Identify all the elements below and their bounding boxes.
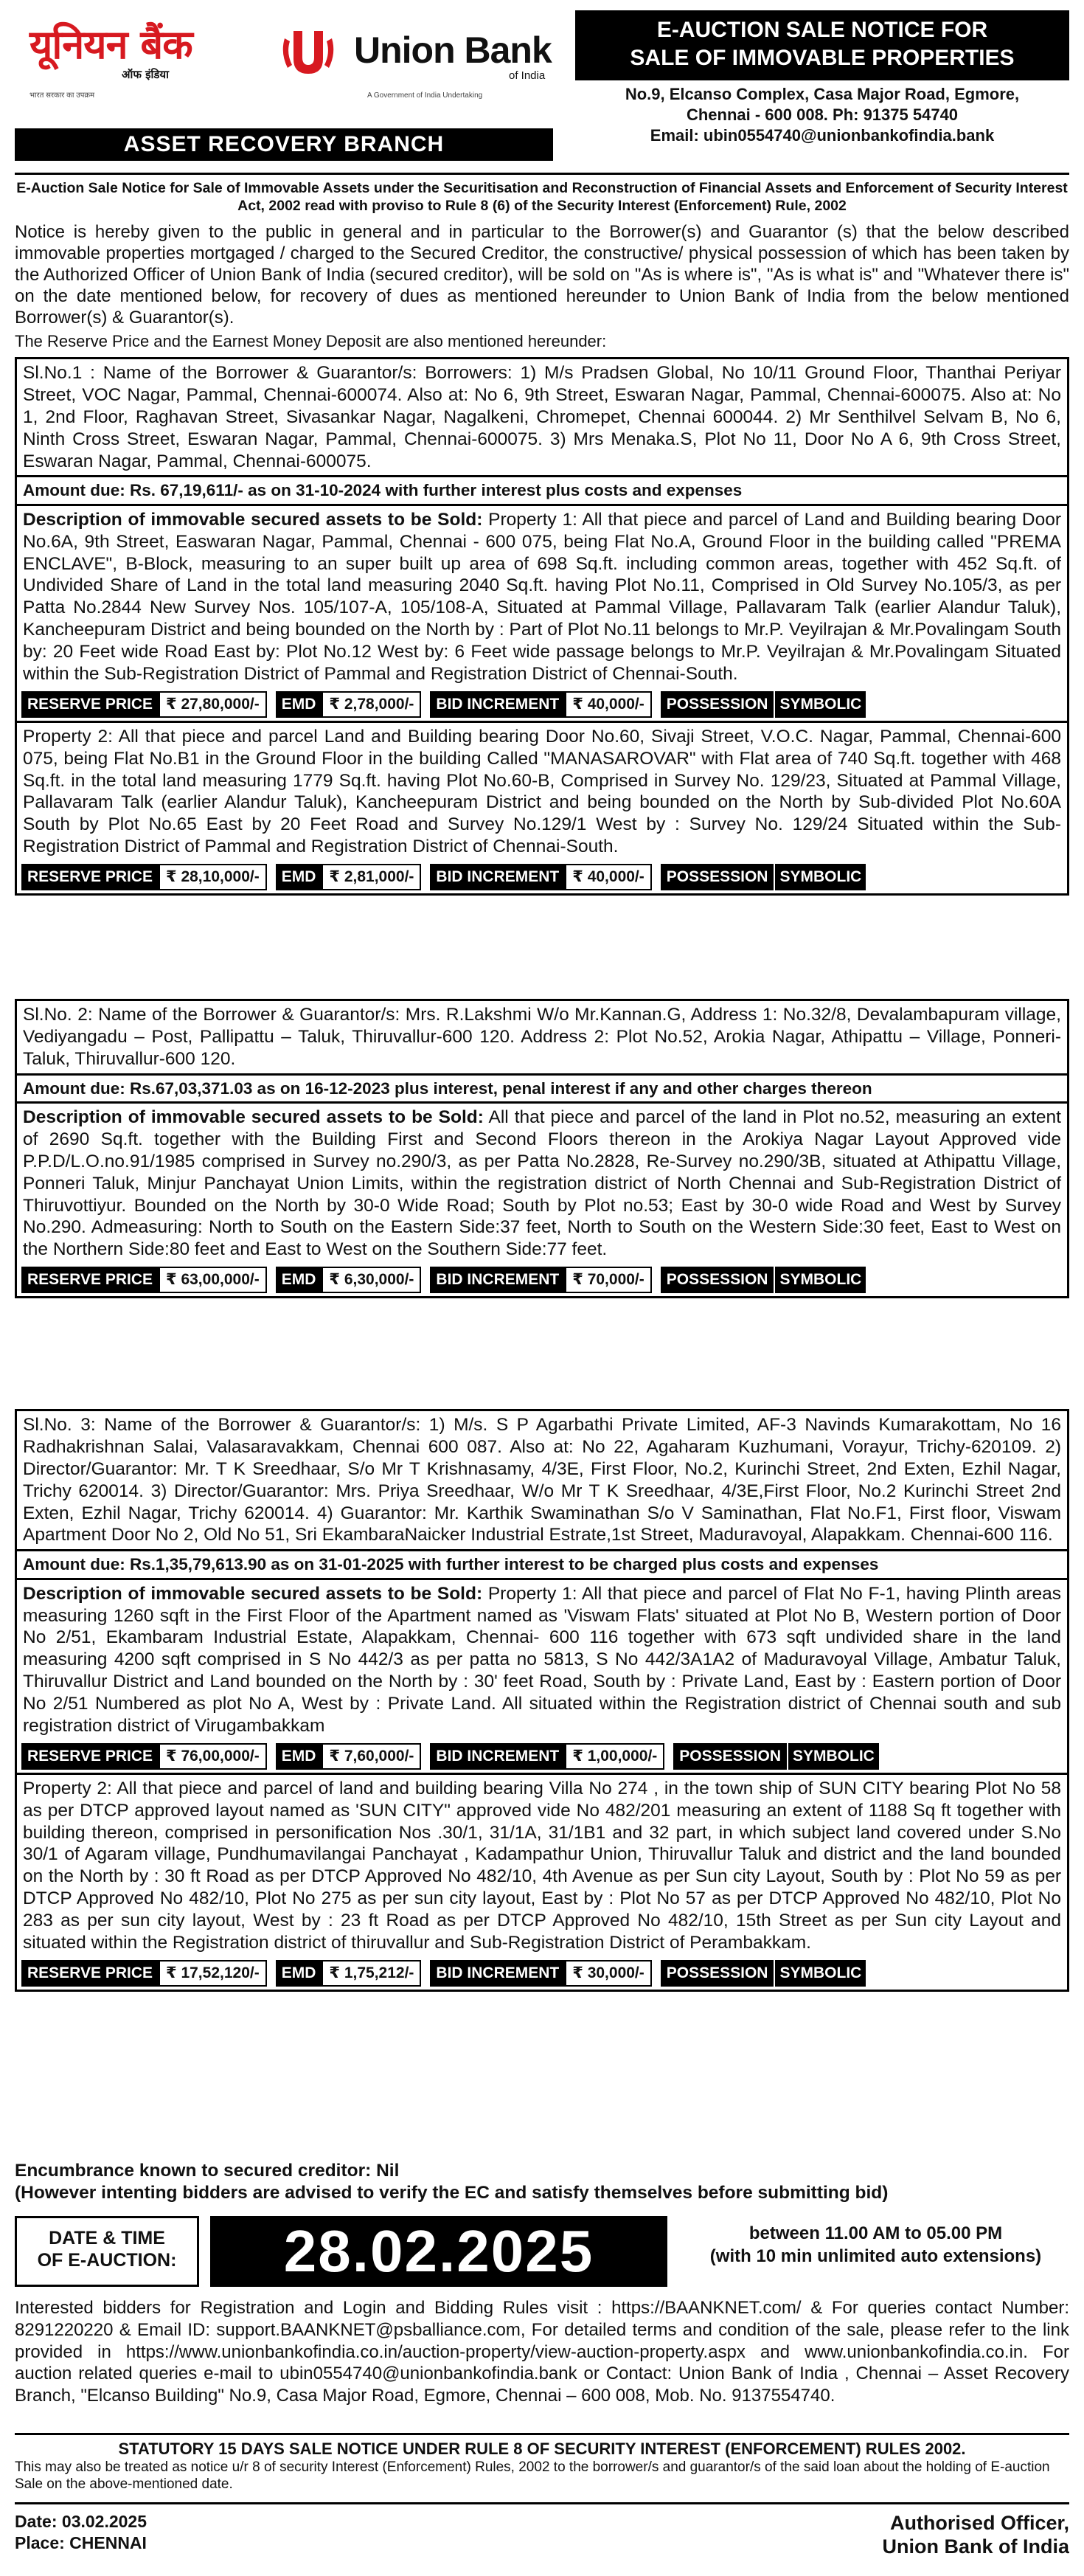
notice-title-line2: SALE OF IMMOVABLE PROPERTIES <box>630 45 1015 70</box>
description-lead: Description of immovable secured assets to be Sold: <box>23 1107 484 1128</box>
footer-divider <box>15 2502 1069 2504</box>
branch-title: ASSET RECOVERY BRANCH <box>15 128 553 161</box>
statutory-title: STATUTORY 15 DAYS SALE NOTICE UNDER RULE 8 OF SECURITY INTEREST (ENFORCEMENT) RULES 2002. <box>118 2440 966 2458</box>
brand-hindi-subtitle: ऑफ इंडिया <box>122 68 169 81</box>
section-sl-no-1 <box>15 357 1069 896</box>
emd-value: ₹ 2,78,000/- <box>322 691 421 718</box>
branch-address <box>575 84 1069 146</box>
possession-value: SYMBOLIC <box>775 864 866 890</box>
property-description: Property 2: All that piece and parcel Land and Building bearing Door No.60, Sivaji Street, V.O.C. Nagar, Pammal, Chennai-600 075, being Flat No.B1 in the Ground Floor in the building Called "MANASAROVAR" with Flat area of 740 Sq.ft. together with 468 Sq.ft. in the total land measuring 1779 Sq.ft. having Plot No.60-B, Comprised in Survey No. 129/23, Situated at Pammal Village, Pallavaram Talk (earlier Alandur Taluk), Kancheepuram District and being bounded on the North by Sub-divided Plot No.60A South by Plot No.65 East by 20 Feet Road and Survey No.129/1 West by : Survey No. 129/24 Situated within the Sub-Registration District of Pammal and Registration District of Chennai-South. <box>17 721 1067 861</box>
brand-english-name: Union Bank <box>354 30 552 71</box>
header-divider <box>15 173 1069 175</box>
property-text: All that piece and parcel of the land in Plot no.52, measuring an extent of 2690 Sq.ft. together with the Building First and Second Floors thereon in the Arokiya Nagar Layout Approved vide P.P.D/L.O.no.91/1985 comprised in Survey no.290/3, as per Patta No.2828, Re-Survey no.290/3B, situated at Athipattu Village, Ponneri Taluk, Minjur Panchayat Union Limits, within the registration district of North Chennai and Sub-Registration District of Thiruvottiyur. Bounded on the North by 30-0 Wide Road; South by Plot no.53; East by 30-0 wide Road and West by Survey No.290. Admeasuring: North to South on the Eastern Side:37 feet, North to South on the Western Side:30 feet, East to West on the Northern Side:80 feet and East to West on the Southern Side:77 feet. <box>23 1107 1061 1260</box>
signatory-title: Authorised Officer, <box>889 2512 1069 2534</box>
emd-label: EMD <box>276 1743 322 1770</box>
signatory <box>883 2511 1070 2559</box>
brand-hindi-name: यूनियन बैंक <box>29 21 192 68</box>
possession-value: SYMBOLIC <box>775 691 866 718</box>
possession-value: SYMBOLIC <box>788 1743 879 1770</box>
reserve-price-label: RESERVE PRICE <box>21 1743 159 1770</box>
bank-brand <box>15 10 586 162</box>
bid-increment-label: BID INCREMENT <box>430 864 565 890</box>
property-description: Property 2: All that piece and parcel of land and building bearing Villa No 274 , in the town ship of SUN CITY bearing Plot No 58 as per DTCP approved layout named as 'SUN CITY" approved vide No 482/201 measuring an extent of 1188 Sq ft together with building thereon, comprised in personification Nos .30/1, 31/1A, 31/1B1 and 32 part, in which subject land covered under S.No 30/1 of Agaram village, Pundhumavilangai Panchayat , Kadampathur Union, Thiruvallur Taluk and district and the land bounded on the North by : 30 ft Road as per DTCP Approved No 482/10, 4th Avenue as per Sun city Layout, South by : Plot No 59 as per DTCP Approved No 482/10, Plot No 275 as per sun city layout, East by : Plot No 57 as per DTCP Approved No 482/10, Plot No 283 as per sun city layout, West by : 23 ft Road as per DTCP Approved No 482/10, 15th Street as per Sun city Layout and situated within the Registration district of thiruvallur and Sub-Registration District of Perambakkam. <box>17 1773 1067 1957</box>
property-description <box>17 506 1067 688</box>
auction-time <box>682 2222 1069 2268</box>
notice-date-place <box>15 2511 147 2554</box>
possession-label: POSSESSION <box>673 1743 787 1770</box>
emd-label: EMD <box>276 1960 322 1987</box>
section-heading: Sl.No. 2: Name of the Borrower & Guarantor/s: Mrs. R.Lakshmi W/o Mr.Kannan.G, Address 1: No.32/8, Devalambapuram village, Vediyangadu – Post, Pallipattu – Taluk, Thiruvallur-600 120. Address 2: Plot No.52, Arokia Nagar, Athipattu – Village, Ponneri-Taluk, Thiruvallur-600 120. <box>23 1005 1061 1069</box>
price-row <box>21 691 1063 718</box>
address-email: Email: ubin0554740@unionbankofindia.bank <box>650 125 995 145</box>
possession-value: SYMBOLIC <box>775 1267 866 1293</box>
intro-heading: E-Auction Sale Notice for Sale of Immovable Assets under the Securitisation and Reconstruction of Financial Assets and Enforcement of Security Interest Act, 2002 read with proviso to Rule 8 (6) of the Security Interest (Enforcement) Rule, 2002 <box>16 180 1068 214</box>
amount-due: Amount due: Rs.1,35,79,613.90 as on 31-01-2025 with further interest to be charged plus costs and expenses <box>17 1549 1067 1579</box>
property-description <box>17 1104 1067 1264</box>
union-bank-logo-icon <box>271 16 345 90</box>
price-row <box>21 864 1063 890</box>
section-sl-no-2 <box>15 999 1069 1298</box>
description-lead: Description of immovable secured assets to be Sold: <box>23 1583 483 1604</box>
notice-place: Place: CHENNAI <box>15 2532 147 2552</box>
encumbrance-line2: (However intenting bidders are advised to verify the EC and satisfy themselves before submitting bid) <box>15 2182 889 2203</box>
bid-increment-value: ₹ 40,000/- <box>565 691 652 718</box>
notice-title-line1: E-AUCTION SALE NOTICE FOR <box>656 18 988 42</box>
possession-value: SYMBOLIC <box>775 1960 866 1987</box>
bid-increment-label: BID INCREMENT <box>430 691 565 718</box>
auction-date-row <box>15 2216 1069 2287</box>
reserve-price-value: ₹ 27,80,000/- <box>159 691 267 718</box>
reserve-price-label: RESERVE PRICE <box>21 1267 159 1293</box>
possession-label: POSSESSION <box>661 1267 774 1293</box>
statutory-notice <box>15 2433 1069 2493</box>
property-description <box>17 1580 1067 1740</box>
reserve-price-value: ₹ 28,10,000/- <box>159 864 267 890</box>
notice-date: Date: 03.02.2025 <box>15 2512 147 2531</box>
intro-reserve-note: The Reserve Price and the Earnest Money Deposit are also mentioned hereunder: <box>15 332 607 350</box>
address-line2: Chennai - 600 008. Ph: 91375 54740 <box>686 105 959 124</box>
section-sl-no-3 <box>15 1409 1069 1992</box>
possession-label: POSSESSION <box>661 864 774 890</box>
bid-increment-label: BID INCREMENT <box>430 1960 565 1987</box>
bidder-contact-info: Interested bidders for Registration and Login and Bidding Rules visit : https://BAANKNET.com/ & For queries contact Number: 8291220220 & Email ID: support.BAANKNET@psballiance.com, For detailed terms and condition of the sale, please refer to the link provided in https://www.unionbankofindia.co.in/auction-property/view-auction-property.aspx and www.unionbankofindia.co.in. For auction related queries e-mail to ubin0554740@unionbankofindia.bank or Contact: Union Bank of India , Chennai – Asset Recovery Branch, "Elcanso Building" No.9, Casa Major Road, Egmore, Chennai – 600 008, Mob. No. 9137554740. <box>15 2298 1069 2406</box>
auction-time-line1: between 11.00 AM to 05.00 PM <box>748 2223 1003 2243</box>
address-line1: No.9, Elcanso Complex, Casa Major Road, Egmore, <box>625 85 1020 103</box>
reserve-price-label: RESERVE PRICE <box>21 691 159 718</box>
bid-increment-label: BID INCREMENT <box>430 1267 565 1293</box>
reserve-price-value: ₹ 63,00,000/- <box>159 1267 267 1293</box>
signatory-bank: Union Bank of India <box>882 2535 1069 2558</box>
bid-increment-value: ₹ 40,000/- <box>565 864 652 890</box>
price-row <box>21 1743 1063 1770</box>
reserve-price-value: ₹ 76,00,000/- <box>159 1743 267 1770</box>
date-label-line1: DATE & TIME <box>49 2228 165 2248</box>
auction-notice-page <box>15 10 1069 2566</box>
price-row <box>21 1267 1063 1293</box>
auction-time-line2: (with 10 min unlimited auto extensions) <box>709 2246 1042 2267</box>
reserve-price-label: RESERVE PRICE <box>21 1960 159 1987</box>
price-row <box>21 1960 1063 1987</box>
encumbrance-line1: Encumbrance known to secured creditor: Nil <box>15 2161 400 2181</box>
emd-label: EMD <box>276 864 322 890</box>
bid-increment-label: BID INCREMENT <box>430 1743 565 1770</box>
reserve-price-value: ₹ 17,52,120/- <box>159 1960 267 1987</box>
section-heading: Sl.No. 3: Name of the Borrower & Guarantor/s: 1) M/s. S P Agarbathi Private Limited, AF-3 Navinds Kumarakottam, No 16 Radhakrishnan Salai, Valasaravakkam, Chennai 600 087. Also at: No 22, Agaharam Kuzhumani, Vorayur, Trichy-620109. 2) Director/Guarantor: Mr. T K Sreedhaar, S/o Mr T Krishnasamy, 4/3E, First Floor, No.2, Kurinchi Street, 2nd Exten, Ezhil Nagar, Trichy 620014. 3) Director/Guarantor: Mrs. Priya Sreedhaar, W/o Mr T K Sreedhaar, 4/3E,First Floor, No.2 Kurinchi Street 2nd Exten, Ezhil Nagar, Trichy 620014. 4) Guarantor: Mr. Karthik Swaminathan S/o V Saminathan, Flat No.F1, First floor, Viswam Apartment Door No 2, Old No 51, Sri EkambaraNaicker Industrial Estrate,1st Street, Maduravoyal, Alapakkam. Chennai-600 116. <box>23 1415 1061 1545</box>
amount-due: Amount due: Rs. 67,19,611/- as on 31-10-2024 with further interest plus costs and expenses <box>17 475 1067 505</box>
statutory-body: This may also be treated as notice u/r 8 of security Interest (Enforcement) Rules, 2002 to the borrower/s and guarantor/s of the said loan about the holding of E-auction Sale on the above-mentioned date. <box>15 2459 1050 2492</box>
brand-hindi-tagline: भारत सरकार का उपक्रम <box>29 91 95 100</box>
description-lead: Description of immovable secured assets to be Sold: <box>23 509 483 530</box>
property-text: Property 1: All that piece and parcel of Land and Building bearing Door No.6A, 9th Street, Easwaran Nagar, Pammal, Chennai - 600 075, being Flat No.A, Ground Floor in the building called "PREMA ENCLAVE", B-Block, measuring to an super built up area of 698 Sq.ft. including common areas, together with 452 Sq.ft. of Undivided Share of Land in the total land measuring 2040 Sq.ft. having Plot No.11, Comprised in Old Survey No.105/3, as per Patta No.2844 New Survey Nos. 105/107-A, 105/108-A, Situated at Pammal Village, Pallavaram Talk (earlier Alandur Taluk), Kancheepuram District and being bounded on the North by : Part of Plot No.11 belongs to Mr.P. Veyilrajan & Mr.Povalingam South by: 20 Feet wide Road East by: Plot No.12 West by: 6 Feet wide passage belongs to Mr.P. Veyilrajan & Mr.Povalingam Situated within the Sub-Registration District of Pammal and Registration District of Chennai-South. <box>23 509 1062 684</box>
emd-label: EMD <box>276 691 322 718</box>
auction-date: 28.02.2025 <box>210 2216 667 2287</box>
emd-value: ₹ 6,30,000/- <box>322 1267 421 1293</box>
bid-increment-value: ₹ 30,000/- <box>565 1960 652 1987</box>
emd-value: ₹ 2,81,000/- <box>322 864 421 890</box>
notice-header <box>15 10 1069 162</box>
date-label-line2: OF E-AUCTION: <box>37 2250 177 2271</box>
emd-value: ₹ 7,60,000/- <box>322 1743 421 1770</box>
brand-english-tagline: A Government of India Undertaking <box>367 91 483 100</box>
intro-paragraph: Notice is hereby given to the public in general and in particular to the Borrower(s) and Guarantor (s) that the below described immovable properties mortgaged / charged to the Secured Creditor, the constructive/ physical possession of which has been taken by the Authorized Officer of Union Bank of India (secured creditor), will be sold on "As is where is", "As is what is" and "Whatever there is" on the date mentioned below, for recovery of dues as mentioned hereunder to Union Bank of India from the below mentioned Borrower(s) & Guarantor(s). <box>15 222 1069 328</box>
brand-english-subtitle: of India <box>509 69 546 82</box>
emd-value: ₹ 1,75,212/- <box>322 1960 421 1987</box>
auction-date-label <box>15 2216 199 2287</box>
possession-label: POSSESSION <box>661 691 774 718</box>
possession-label: POSSESSION <box>661 1960 774 1987</box>
amount-due: Amount due: Rs.67,03,371.03 as on 16-12-2023 plus interest, penal interest if any and other charges thereon <box>17 1073 1067 1104</box>
bid-increment-value: ₹ 1,00,000/- <box>565 1743 664 1770</box>
notice-title-box <box>575 10 1069 80</box>
reserve-price-label: RESERVE PRICE <box>21 864 159 890</box>
bid-increment-value: ₹ 70,000/- <box>565 1267 652 1293</box>
property-text: Property 1: All that piece and parcel of Flat No F-1, having Plinth areas measuring 1260 sqft in the First Floor of the Apartment named as 'Viswam Flats' situated at Plot No B, Western portion of Door No 2/51, Ekambaram Industrial Estate, Alapakkam, Chennai- 600 116 together with 673 sqft undivided share in the land measuring 4200 sqft comprised in S No 442/3 as per patta no 5813, S No 442/3A1A2 of Maduravoyal Village, Ambatur Taluk, Thiruvallur District and Land bounded on the North by : 30' feet Road, South by : Private Land, East by : Eastern portion of Door No 2/51 Numbered as plot No A, West by : Private Land. All situated within the Registration district of Chennai south and sub registration district of Virugambakkam <box>23 1583 1061 1736</box>
emd-label: EMD <box>276 1267 322 1293</box>
section-heading: Sl.No.1 : Name of the Borrower & Guarantor/s: Borrowers: 1) M/s Pradsen Global, No 10/11 Ground Floor, Thanthai Periyar Street, VOC Nagar, Pammal, Chennai-600074. Also at: No 6, 9th Street, Eswaran Nagar, Pammal, Chennai-600075. Also at: No 1, 2nd Floor, Raghavan Street, Sivasankar Nagar, Nagalkeni, Chromepet, Chennai 600044. 2) Mr Senthilvel Selvam B, No 6, Ninth Cross Street, Eswaran Nagar, Pammal, Chennai-600075. 3) Mrs Menaka.S, Plot No 11, Door No A 6, 9th Cross Street, Eswaran Nagar, Pammal, Chennai-600075. <box>23 363 1061 471</box>
encumbrance-note <box>15 2160 1069 2204</box>
